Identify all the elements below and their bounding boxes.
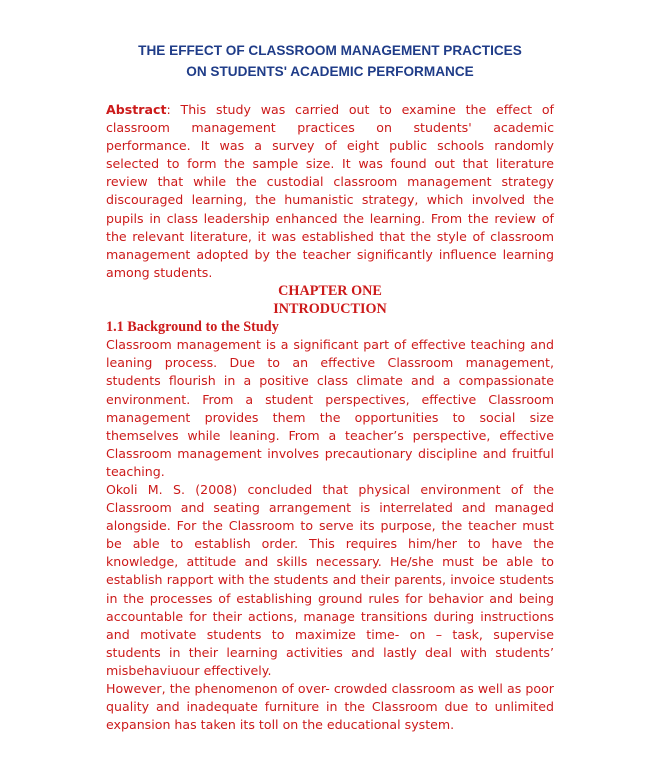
chapter-title: INTRODUCTION [273,301,387,318]
paper-title [60,40,600,82]
section-heading: 1.1 Background to the Study [106,319,279,336]
chapter-label: CHAPTER ONE [278,282,382,299]
body-paragraph: However, the phenomenon of over- crowded classroom as well as poor quality and inadequate furniture in the Classroom due to unlimited expansion has taken its toll on the educational system. [106,681,554,733]
body-paragraph: Classroom management is a significant part of effective teaching and leaning process. Due to an effective Classroom management, students flourish in a positive class climate and a compassionate environment. From a student perspectives, effective Classroom management provides them the opportunities to social size themselves while leaning. From a teacher’s perspective, effective Classroom management involves precautionary discipline and fruitful teaching. [106,337,554,479]
title-line-2: ON STUDENTS' ACADEMIC PERFORMANCE [186,64,474,79]
abstract-paragraph [106,101,554,282]
title-line-1: THE EFFECT OF CLASSROOM MANAGEMENT PRACTICES [138,43,522,58]
document-body [106,101,554,734]
body-paragraph: Okoli M. S. (2008) concluded that physical environment of the Classroom and seating arrangement is interrelated and managed alongside. For the Classroom to serve its purpose, the teacher must be able to establish order. This requires him/her to have the knowledge, attitude and skills necessary. He/she must be able to establish rapport with the students and their parents, invoice students in the processes of establishing ground rules for behavior and being accountable for their actions, manage transitions during instructions and motivate students to maximize time- on – task, supervise students in their learning activities and lastly deal with students’ misbehaviuour effectively. [106,481,554,678]
abstract-text: : This study was carried out to examine the effect of classroom management practices on students' academic performance. It was a survey of eight public schools randomly selected to form the sample size. It was found out that literature review that while the custodial classroom management strategy discouraged learning, the humanistic strategy, which involved the pupils in class leadership enhanced the learning. From the review of the relevant literature, it was established that the style of classroom management adopted by the teacher significantly influence learning among students. [106,102,554,280]
abstract-label: Abstract [106,102,167,117]
